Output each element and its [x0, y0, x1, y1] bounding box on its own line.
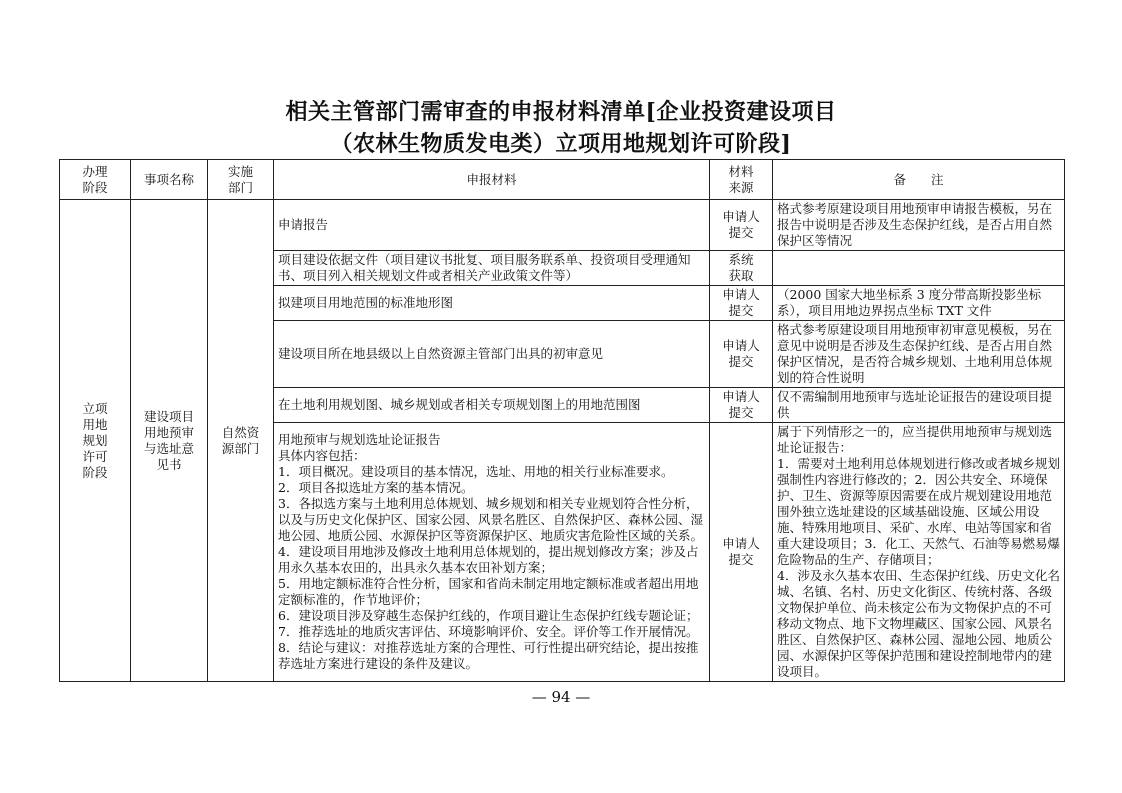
header-materials: 申报材料	[274, 160, 710, 200]
table-row	[60, 200, 1065, 251]
material-cell: 项目建设依据文件（项目建议书批复、项目服务联系单、投资项目受理通知书、项目列入相关规划文件或者相关产业政策文件等）	[274, 251, 710, 286]
remark-cell: 仅不需编制用地预审与选址论证报告的建设项目提供	[773, 388, 1065, 423]
document-title-line1: 相关主管部门需审查的申报材料清单[企业投资建设项目	[285, 99, 837, 125]
document-title-line2: （农林生物质发电类）立项用地规划许可阶段]	[330, 131, 792, 157]
page-number: — 94 —	[531, 688, 591, 706]
header-source: 材料 来源	[710, 160, 773, 200]
material-cell: 建设项目所在地县级以上自然资源主管部门出具的初审意见	[274, 321, 710, 388]
material-cell: 申请报告	[274, 200, 710, 251]
material-cell: 用地预审与规划选址论证报告 具体内容包括： 1．项目概况。建设项目的基本情况，选址、用地的相关行业标准要求。 2．项目各拟选址方案的基本情况。 3．各拟选方案与土地利用总体规划、城乡规划和相关专业规划符合性分析，以及与历史文化保护区、国家公园、风景名胜区、自然保护区、森林公园、湿地公园、地质公园、水源保护区等资源保护区、地质灾害危险性区域的关系。 4．建设项目用地涉及修改土地利用总体规划的，提出规划修改方案；涉及占用永久基本农田的，出具永久基本农田补划方案； 5．用地定额标准符合性分析，国家和省尚未制定用地定额标准或者超出用地定额标准的，作节地评价； 6．建设项目涉及穿越生态保护红线的，作项目避让生态保护红线专题论证； 7．推荐选址的地质灾害评估、环境影响评价、安全。评价等工作开展情况。 8．结论与建议：对推荐选址方案的合理性、可行性提出研究结论，提出按推荐选址方案进行建设的条件及建议。	[274, 423, 710, 682]
material-cell: 拟建项目用地范围的标准地形图	[274, 286, 710, 321]
remark-cell: 属于下列情形之一的，应当提供用地预审与规划选址论证报告： 1．需要对土地利用总体规划进行修改或者城乡规划强制性内容进行修改的；2．因公共安全、环境保护、卫生、资源等原因需要在成片规划建设用地范围外独立选址建设的区域基础设施、区域公用设施、特殊用地项目、采矿、水库、电站等国家和省重大建设项目；3．化工、天然气、石油等易燃易爆危险物品的生产、存储项目； 4．涉及永久基本农田、生态保护红线、历史文化名城、名镇、名村、历史文化街区、传统村落、各级文物保护单位、尚未核定公布为文物保护点的不可移动文物点、地下文物埋藏区、国家公园、风景名胜区、自然保护区、森林公园、湿地公园、地质公园、水源保护区等保护范围和建设控制地带内的建设项目。	[773, 423, 1065, 682]
stage-cell: 立项 用地 规划 许可 阶段	[60, 200, 131, 682]
header-item: 事项名称	[131, 160, 208, 200]
header-dept: 实施 部门	[208, 160, 274, 200]
remark-cell: 格式参考原建设项目用地预审申请报告模板，另在报告中说明是否涉及生态保护红线，是否占用自然保护区等情况	[773, 200, 1065, 251]
source-cell: 申请人 提交	[710, 388, 773, 423]
source-cell: 申请人 提交	[710, 286, 773, 321]
header-remarks: 备 注	[773, 160, 1065, 200]
remark-cell: （2000 国家大地坐标系 3 度分带高斯投影坐标系），项目用地边界拐点坐标 TXT 文件	[773, 286, 1065, 321]
source-cell: 申请人 提交	[710, 423, 773, 682]
material-cell: 在土地利用规划图、城乡规划或者相关专项规划图上的用地范围图	[274, 388, 710, 423]
item-cell: 建设项目 用地预审 与选址意 见书	[131, 200, 208, 682]
header-stage: 办理 阶段	[60, 160, 131, 200]
materials-table	[59, 159, 1065, 682]
source-cell: 申请人 提交	[710, 321, 773, 388]
header-row	[60, 160, 1065, 200]
source-cell: 申请人 提交	[710, 200, 773, 251]
remark-cell	[773, 251, 1065, 286]
remark-cell: 格式参考原建设项目用地预审初审意见模板，另在意见中说明是否涉及生态保护红线、是否占用自然保护区情况，是否符合城乡规划、土地利用总体规划的符合性说明	[773, 321, 1065, 388]
dept-cell: 自然资 源部门	[208, 200, 274, 682]
source-cell: 系统 获取	[710, 251, 773, 286]
